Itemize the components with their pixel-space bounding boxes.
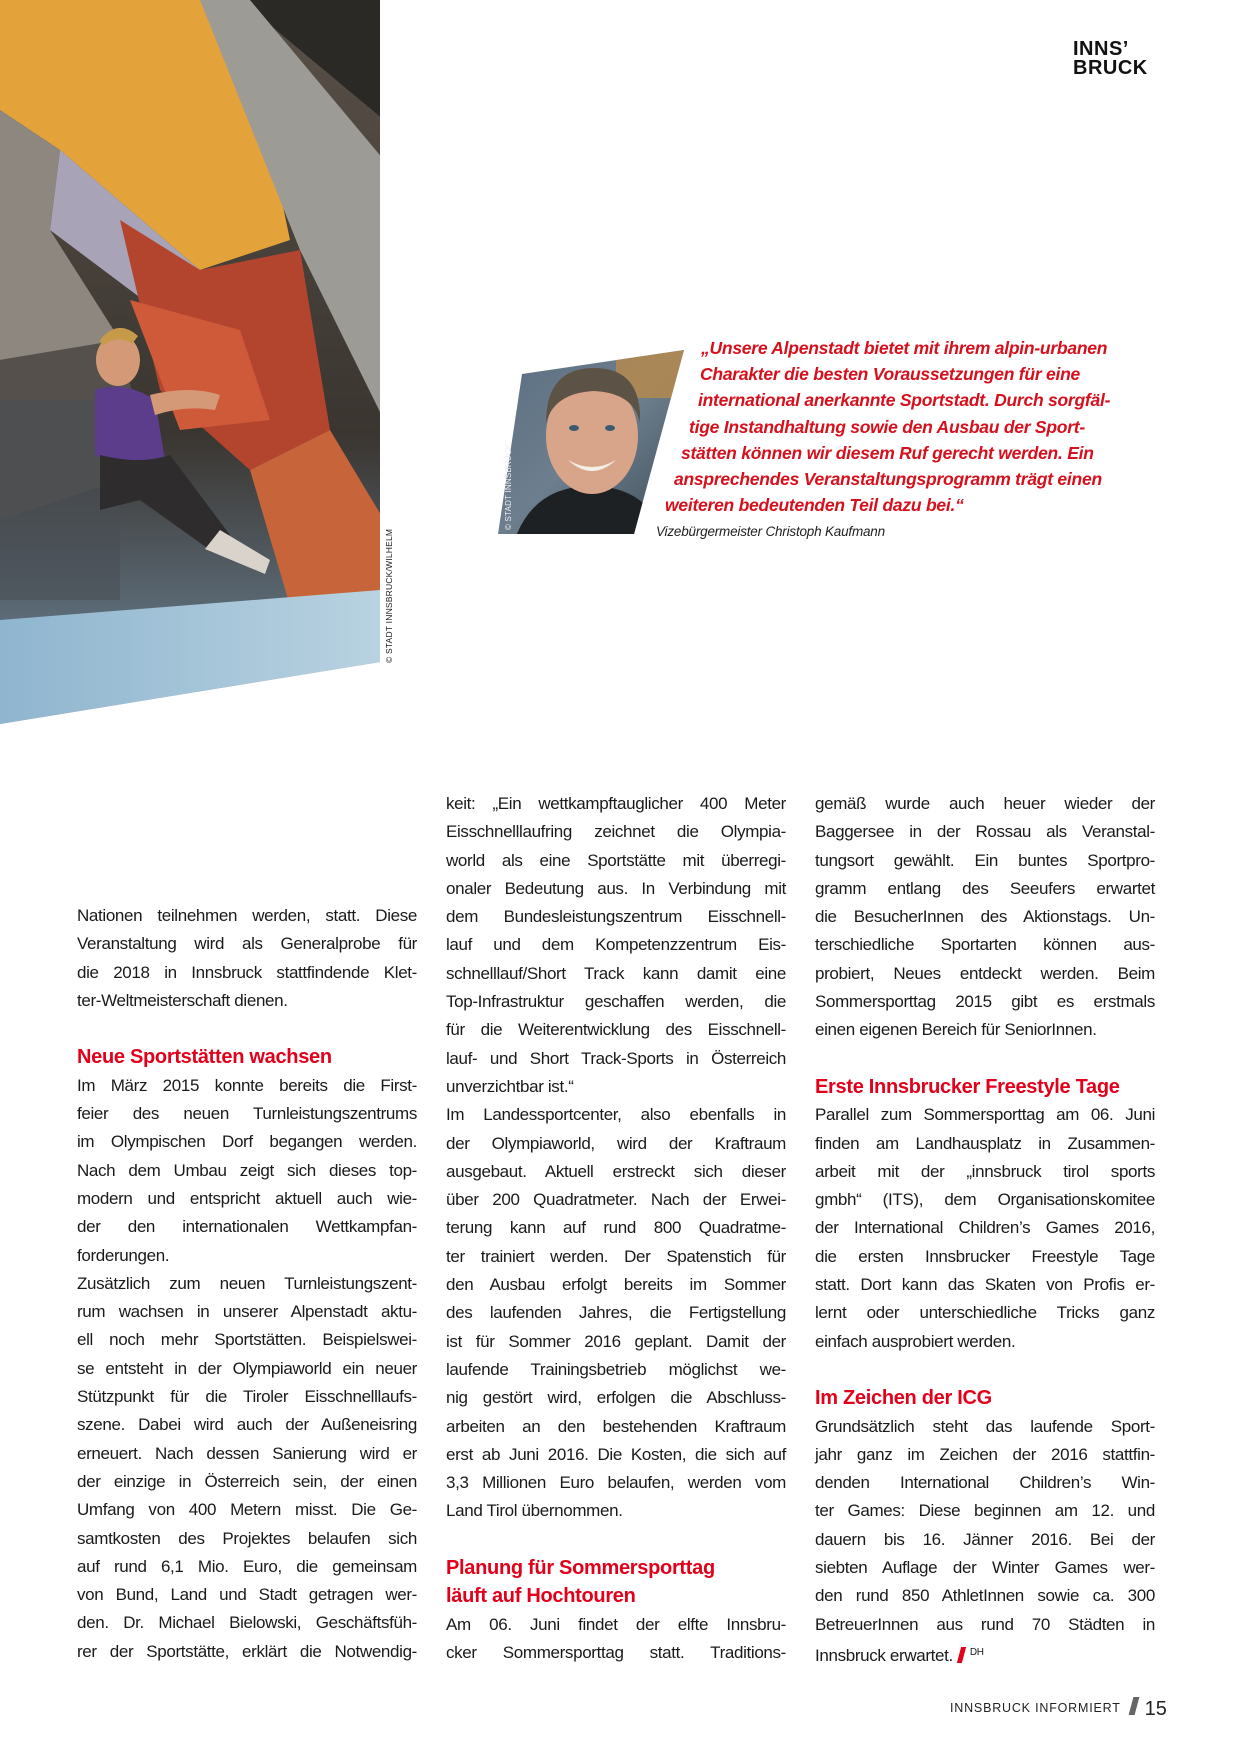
body-text-line: Im März 2015 konnte bereits die First- [77,1075,417,1095]
body-text-line: Veranstaltung wird als Generalprobe für [77,934,417,954]
body-text-line: der International Children’s Games 2016, [815,1218,1155,1238]
body-text-line: Baggersee in der Rossau als Veranstal- [815,822,1155,842]
body-text-line: forderungen. [77,1245,170,1265]
body-text-line: Stützpunkt für die Tiroler Eisschnelllaufs- [77,1387,417,1407]
body-text-line: gemäß wurde auch heuer wieder der [815,794,1155,813]
article-column-1 [77,902,417,1666]
body-text-line: Grundsätzlich steht das laufende Sport- [815,1416,1155,1436]
end-mark-icon [957,1647,966,1663]
portrait-photo [496,348,688,536]
body-text-line: schnelllauf/Short Track kann damit eine [446,963,786,983]
quote-line: „Unsere Alpenstadt bietet mit ihrem alpin-urbanen [701,338,1108,358]
spacer [446,1526,786,1554]
body-text-line: arbeit mit der „innsbruck tirol sports [815,1161,1155,1181]
page-footer [950,1697,1167,1721]
climbing-photo [0,0,384,724]
section-heading: Im Zeichen der ICG [815,1387,992,1410]
body-text-line: se entsteht in der Olympiaworld ein neuer [77,1358,417,1378]
body-text-line: Sommersporttag 2015 gibt es erstmals [815,992,1155,1012]
body-text-line: von Bund, Land und Stadt getragen wer- [77,1585,417,1605]
quote-line: stätten können wir diesem Ruf gerecht werden. Ein [681,442,1094,463]
body-text-line: Nach dem Umbau zeigt sich dieses top- [77,1160,417,1180]
spacer [77,1015,417,1043]
body-text-line: im Olympischen Dorf begangen werden. [77,1132,417,1152]
body-text-line: samtkosten des Projektes belaufen sich [77,1528,417,1548]
quote-line: Charakter die besten Voraussetzungen für eine [700,364,1081,385]
climbing-photo-credit: © STADT INNSBRUCK/WILHELM [384,528,394,663]
quote-line: ansprechendes Veranstaltungsprogramm trägt einen [674,469,1102,489]
body-text-line: lernt oder unterschiedliche Tricks ganz [815,1303,1155,1323]
body-text-line: die BesucherInnen des Aktionstags. Un- [815,907,1155,927]
body-text-line: Zusätzlich zum neuen Turnleistungszent- [77,1273,417,1293]
section-heading: läuft auf Hochtouren [446,1585,636,1608]
body-text-line: Eisschnelllaufring zeichnet die Olympia- [446,822,786,842]
body-text-line: denden International Children’s Win- [815,1473,1155,1493]
spacer [815,1356,1155,1384]
body-text-line: Am 06. Juni findet der elfte Innsbru- [446,1614,786,1634]
quote-line: weiteren bedeutenden Teil dazu bei.“ [665,495,964,516]
article-column-2 [446,790,786,1667]
body-text: Innsbruck erwartet. [815,1645,953,1665]
body-text-line: lauf und dem Kompetenzzentrum Eis- [446,935,786,955]
body-text-line: ter trainiert werden. Der Spatenstich für [446,1246,786,1266]
body-text-line: rer der Sportstätte, erklärt die Notwendig- [77,1641,417,1661]
body-text-line: world als eine Sportstätte mit überregi- [446,850,786,870]
body-text-line: szene. Dabei wird auch der Außeneisring [77,1415,417,1435]
page-number: 15 [1144,1698,1167,1720]
body-text-line: onaler Bedeutung aus. In Verbindung mit [446,878,786,898]
body-text-line: nig gestört wird, erfolgen die Abschluss- [446,1388,786,1408]
body-text-line: die ersten Innsbrucker Freestyle Tage [815,1246,1155,1266]
logo-line-1: INNS’ [1073,38,1129,60]
body-text-line: dauern bis 16. Jänner 2016. Bei der [815,1529,1155,1549]
body-text-line: Nationen teilnehmen werden, statt. Diese [77,906,417,925]
body-text-line: statt. Dort kann das Skaten von Profis er- [815,1275,1155,1295]
body-text-line: dem Bundesleistungszentrum Eisschnell- [446,907,786,927]
body-text-line: 3,3 Millionen Euro belaufen, werden vom [446,1473,786,1493]
section-heading: Neue Sportstätten wachsen [77,1046,332,1069]
logo-line-2: BRUCK [1073,57,1148,79]
body-text-line: unverzichtbar ist.“ [446,1076,574,1096]
body-text-line: für die Weiterentwicklung des Eisschnell- [446,1020,786,1040]
body-text-line: Land Tirol übernommen. [446,1501,623,1521]
body-text-line: den rund 850 AthletInnen sowie ca. 300 [815,1586,1155,1606]
body-text-line: ist für Sommer 2016 geplant. Damit der [446,1331,786,1351]
body-text-line: der den internationalen Wettkampfan- [77,1217,417,1237]
body-text-line: Top-Infrastruktur geschaffen werden, die [446,992,786,1012]
body-text-line: keit: „Ein wettkampftauglicher 400 Meter [446,794,786,813]
body-text-line: ter Games: Diese beginnen am 12. und [815,1501,1155,1521]
body-text-line: ter-Weltmeisterschaft dienen. [77,990,288,1010]
body-text-line: laufende Trainingsbetrieb möglichst we- [446,1359,786,1379]
body-text-line: ell noch mehr Sportstätten. Beispielswei- [77,1330,417,1350]
body-text-line: finden am Landhausplatz in Zusammen- [815,1133,1155,1153]
body-text-line: der Olympiaworld, wird der Kraftraum [446,1133,786,1153]
body-text-line: tungsort gewählt. Ein buntes Sportpro- [815,850,1155,870]
innsbruck-logo [1073,40,1148,78]
section-heading: Erste Innsbrucker Freestyle Tage [815,1075,1120,1098]
body-text-line: den. Dr. Michael Bielowski, Geschäftsfüh- [77,1613,417,1633]
body-text-line: erneuert. Nach dessen Sanierung wird er [77,1443,417,1463]
body-text-line [815,1639,1155,1667]
article-column-3 [815,790,1155,1667]
quote-attribution: Vizebürgermeister Christoph Kaufmann [656,524,885,539]
body-text-line: arbeiten an den bestehenden Kraftraum [446,1416,786,1436]
body-text-line: einfach ausprobiert werden. [815,1331,1016,1351]
body-text-line: des laufenden Jahres, die Fertigstellung [446,1303,786,1323]
body-text-line: feier des neuen Turnleistungszentrums [77,1104,417,1124]
body-text-line: die 2018 in Innsbruck stattfindende Klet- [77,962,417,982]
body-text-line: lauf- und Short Track-Sports in Österreich [446,1048,786,1068]
spacer [815,1045,1155,1073]
body-text-line: Im Landessportcenter, also ebenfalls in [446,1105,786,1125]
publication-name: INNSBRUCK INFORMIERT [950,1701,1121,1715]
body-text-line: ausgebaut. Aktuell erstreckt sich dieser [446,1161,786,1181]
body-text-line: Parallel zum Sommersporttag am 06. Juni [815,1105,1155,1125]
body-text-line: erst ab Juni 2016. Die Kosten, die sich auf [446,1444,786,1464]
body-text-line: terung kann auf rund 800 Quadratme- [446,1218,786,1238]
body-text-line: terschiedliche Sportarten können aus- [815,935,1155,955]
body-text-line: den Ausbau erfolgt bereits im Sommer [446,1275,786,1295]
author-initials: DH [969,1646,984,1658]
body-text-line: jahr ganz im Zeichen der 2016 stattfin- [815,1444,1155,1464]
body-text-line: gramm entlang des Seeufers erwartet [815,878,1155,898]
body-text-line: siebten Auflage der Winter Games wer- [815,1558,1155,1578]
section-heading: Planung für Sommersporttag [446,1557,715,1580]
body-text-line: cker Sommersporttag statt. Traditions- [446,1642,786,1662]
body-text-line: gmbh“ (ITS), dem Organisationskomitee [815,1190,1155,1210]
body-text-line: probiert, Neues entdeckt werden. Beim [815,963,1155,983]
quote-line: tige Instandhaltung sowie den Ausbau der Sport- [689,416,1085,437]
slash-divider-icon [1128,1697,1139,1715]
body-text-line: rum wachsen in unserer Alpenstadt aktu- [77,1302,417,1322]
body-text-line: modern und entspricht aktuell auch wie- [77,1188,417,1208]
quote-line: international anerkannte Sportstadt. Durch sorgfäl- [698,390,1111,411]
body-text-line: der einzige in Österreich sein, der einen [77,1471,417,1491]
body-text-line: auf rund 6,1 Mio. Euro, die gemeinsam [77,1556,417,1576]
portrait-photo-credit: © STADT INNSBRUCK [504,443,513,530]
body-text-line: einen eigenen Bereich für SeniorInnen. [815,1020,1097,1040]
body-text-line: über 200 Quadratmeter. Nach der Erwei- [446,1190,786,1210]
body-text-line: BetreuerInnen aus rund 70 Städten in [815,1614,1155,1634]
body-text-line: Umfang von 400 Metern misst. Die Ge- [77,1500,417,1520]
